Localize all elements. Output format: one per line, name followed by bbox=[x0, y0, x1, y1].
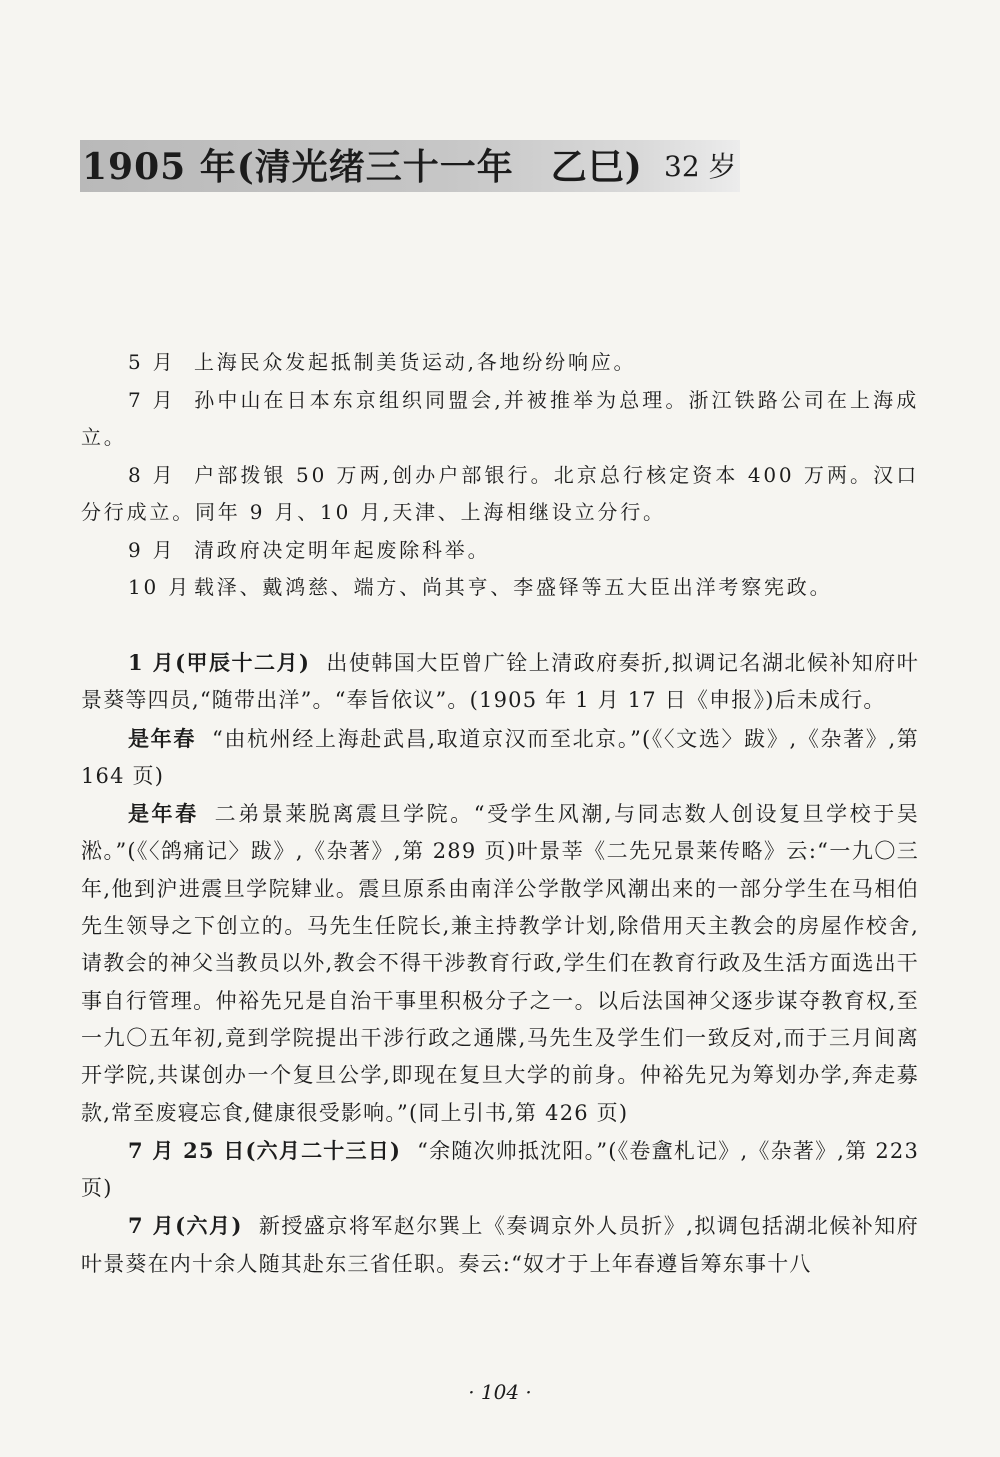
chronicle-entry bbox=[81, 1132, 919, 1208]
page-number: · 104 · bbox=[468, 1380, 532, 1404]
event-month: 9 月 bbox=[128, 537, 176, 562]
event-month: 8 月 bbox=[128, 462, 176, 487]
chronicle-entry bbox=[81, 720, 919, 796]
event-month: 7 月 bbox=[128, 387, 176, 412]
entry-date: 7 月 25 日(六月二十三日) bbox=[128, 1137, 402, 1163]
chronicle-entry bbox=[81, 1207, 919, 1283]
entry-date: 是年春 bbox=[128, 801, 199, 827]
events-section bbox=[81, 344, 919, 607]
event-item bbox=[81, 382, 919, 457]
chronicle-entries bbox=[81, 644, 919, 1283]
event-text: 上海民众发起抵制美货运动,各地纷纷响应。 bbox=[194, 350, 637, 374]
event-month: 10 月 bbox=[128, 575, 192, 599]
event-text: 户部拨银 50 万两,创办户部银行。北京总行核定资本 400 万两。汉口分行成立。同年 9 月、10 月,天津、上海相继设立分行。 bbox=[81, 462, 919, 524]
year-heading: 1905 年(清光绪三十一年 乙巳) bbox=[82, 146, 643, 188]
entry-text: “余随次帅抵沈阳。”(《卷盦札记》,《杂著》,第 223 页) bbox=[81, 1138, 920, 1201]
event-month: 5 月 bbox=[128, 350, 176, 374]
event-text: 载泽、戴鸿慈、端方、尚其亨、李盛铎等五大臣出洋考察宪政。 bbox=[194, 575, 833, 599]
entry-date: 是年春 bbox=[128, 725, 196, 751]
entry-text: 出使韩国大臣曾广铨上清政府奏折,拟调记名湖北候补知府叶景葵等四员,“随带出洋”。“奉旨依议”。(1905 年 1 月 17 日《申报》)后未成行。 bbox=[81, 651, 919, 713]
chronicle-entry bbox=[81, 795, 919, 1132]
entry-text: 新授盛京将军赵尔巽上《奏调京外人员折》,拟调包括湖北候补知府叶景葵在内十余人随其赴东三省任职。奏云:“奴才于上年春遵旨筹东事十八 bbox=[81, 1214, 919, 1276]
watermark bbox=[10, 912, 52, 1162]
entry-date: 1 月(甲辰十二月) bbox=[128, 650, 311, 675]
chronicle-entry bbox=[81, 644, 919, 720]
event-text: 清政府决定明年起废除科举。 bbox=[194, 537, 491, 562]
event-item bbox=[81, 569, 919, 607]
entry-text: 二弟景莱脱离震旦学院。“受学生风潮,与同志数人创设复旦学校于吴淞。”(《〈鸽痛记〉跋》,《杂著》,第 289 页)叶景莘《二先兄景莱传略》云:“一九〇三年,他到沪进震旦学院肄业。震旦原系由南洋公学散学风潮出来的一部分学生在马相伯先生领导之下创立的。马先生任院长,兼主持教学计划,除借用天主教会的房屋作校舍,请教会的神父当教员以外,教会不得干涉教育行政,学生们在教育行政及生活方面选出干事自行管理。仲裕先兄是自治干事里积极分子之一。以后法国神父逐步谋夺教育权,至一九〇五年初,竟到学院提出干涉行政之通牒,马先生及学生们一致反对,而于三月间离开学院,共谋创办一个复旦公学,即现在复旦大学的前身。仲裕先兄为筹划办学,奔走募款,常至废寝忘食,健康很受影响。”(同上引书,第 426 页) bbox=[81, 802, 919, 1125]
entry-date: 7 月(六月) bbox=[128, 1213, 243, 1239]
entry-text: “由杭州经上海赴武昌,取道京汉而至北京。”(《〈文选〉跋》,《杂著》,第 164 页) bbox=[81, 726, 919, 788]
event-item bbox=[81, 457, 919, 532]
age-label: 32 岁 bbox=[664, 150, 737, 183]
event-item bbox=[81, 344, 919, 382]
event-text: 孙中山在日本东京组织同盟会,并被推举为总理。浙江铁路公司在上海成立。 bbox=[81, 387, 919, 449]
event-item bbox=[81, 532, 919, 570]
